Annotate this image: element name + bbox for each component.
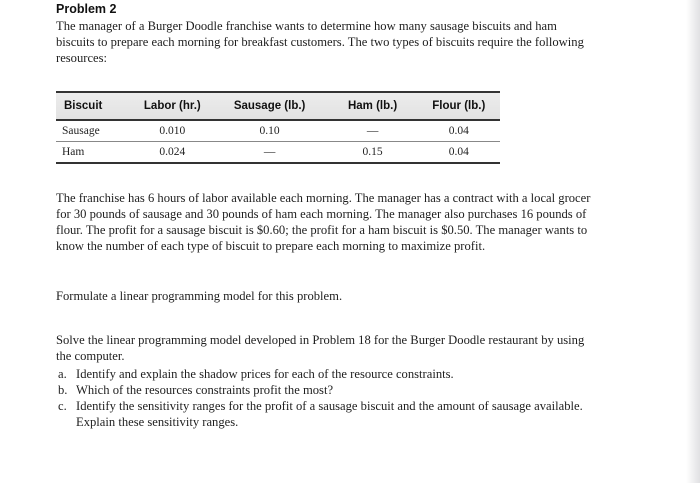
problem-heading: Problem 2 (56, 2, 117, 16)
table-cell: Sausage (56, 120, 133, 142)
question-item (56, 366, 600, 382)
table-row-ham (56, 142, 500, 164)
formulate-paragraph: Formulate a linear programming model for this problem. (56, 289, 343, 303)
question-text: Identify and explain the shadow prices for each of the resource constraints. (76, 367, 454, 381)
question-marker: b. (58, 383, 68, 397)
header-ham: Ham (lb.) (328, 92, 418, 120)
question-text: Identify the sensitivity ranges for the profit of a sausage biscuit and the amount of sausage available. Explain these sensitivity ranges. (76, 399, 583, 429)
table-row-sausage (56, 120, 500, 142)
table-cell: 0.010 (133, 120, 212, 142)
header-sausage: Sausage (lb.) (212, 92, 328, 120)
question-marker: c. (58, 399, 67, 413)
table-cell: 0.15 (328, 142, 418, 164)
question-item (56, 382, 600, 398)
header-flour: Flour (lb.) (418, 92, 500, 120)
table-header-row (56, 92, 500, 120)
page-edge-shadow (686, 0, 700, 483)
table-cell: Ham (56, 142, 133, 164)
intro-paragraph: The manager of a Burger Doodle franchise wants to determine how many sausage biscuits and ham biscuits to prepare each morning for breakfast customers. The two types of biscuits require the following resources: (56, 19, 584, 65)
resource-table (56, 91, 500, 164)
question-marker: a. (58, 367, 67, 381)
question-item (56, 398, 600, 430)
table-cell: 0.024 (133, 142, 212, 164)
solve-paragraph: Solve the linear programming model developed in Problem 18 for the Burger Doodle restaurant by using the computer. (56, 333, 585, 363)
table-cell: 0.10 (212, 120, 328, 142)
table-cell: 0.04 (418, 120, 500, 142)
franchise-paragraph: The franchise has 6 hours of labor available each morning. The manager has a contract with a local grocer for 30 pounds of sausage and 30 pounds of ham each morning. The manager also purchases 16 pounds of flour. The profit for a sausage biscuit is $0.60; the profit for a ham biscuit is $0.50. The manager wants to know the number of each type of biscuit to prepare each morning to maximize profit. (56, 191, 591, 253)
table-cell: — (212, 142, 328, 164)
table-cell: 0.04 (418, 142, 500, 164)
question-text: Which of the resources constraints profit the most? (76, 383, 334, 397)
header-biscuit: Biscuit (56, 92, 133, 120)
header-labor: Labor (hr.) (133, 92, 212, 120)
question-list (56, 366, 600, 430)
table-cell: — (328, 120, 418, 142)
